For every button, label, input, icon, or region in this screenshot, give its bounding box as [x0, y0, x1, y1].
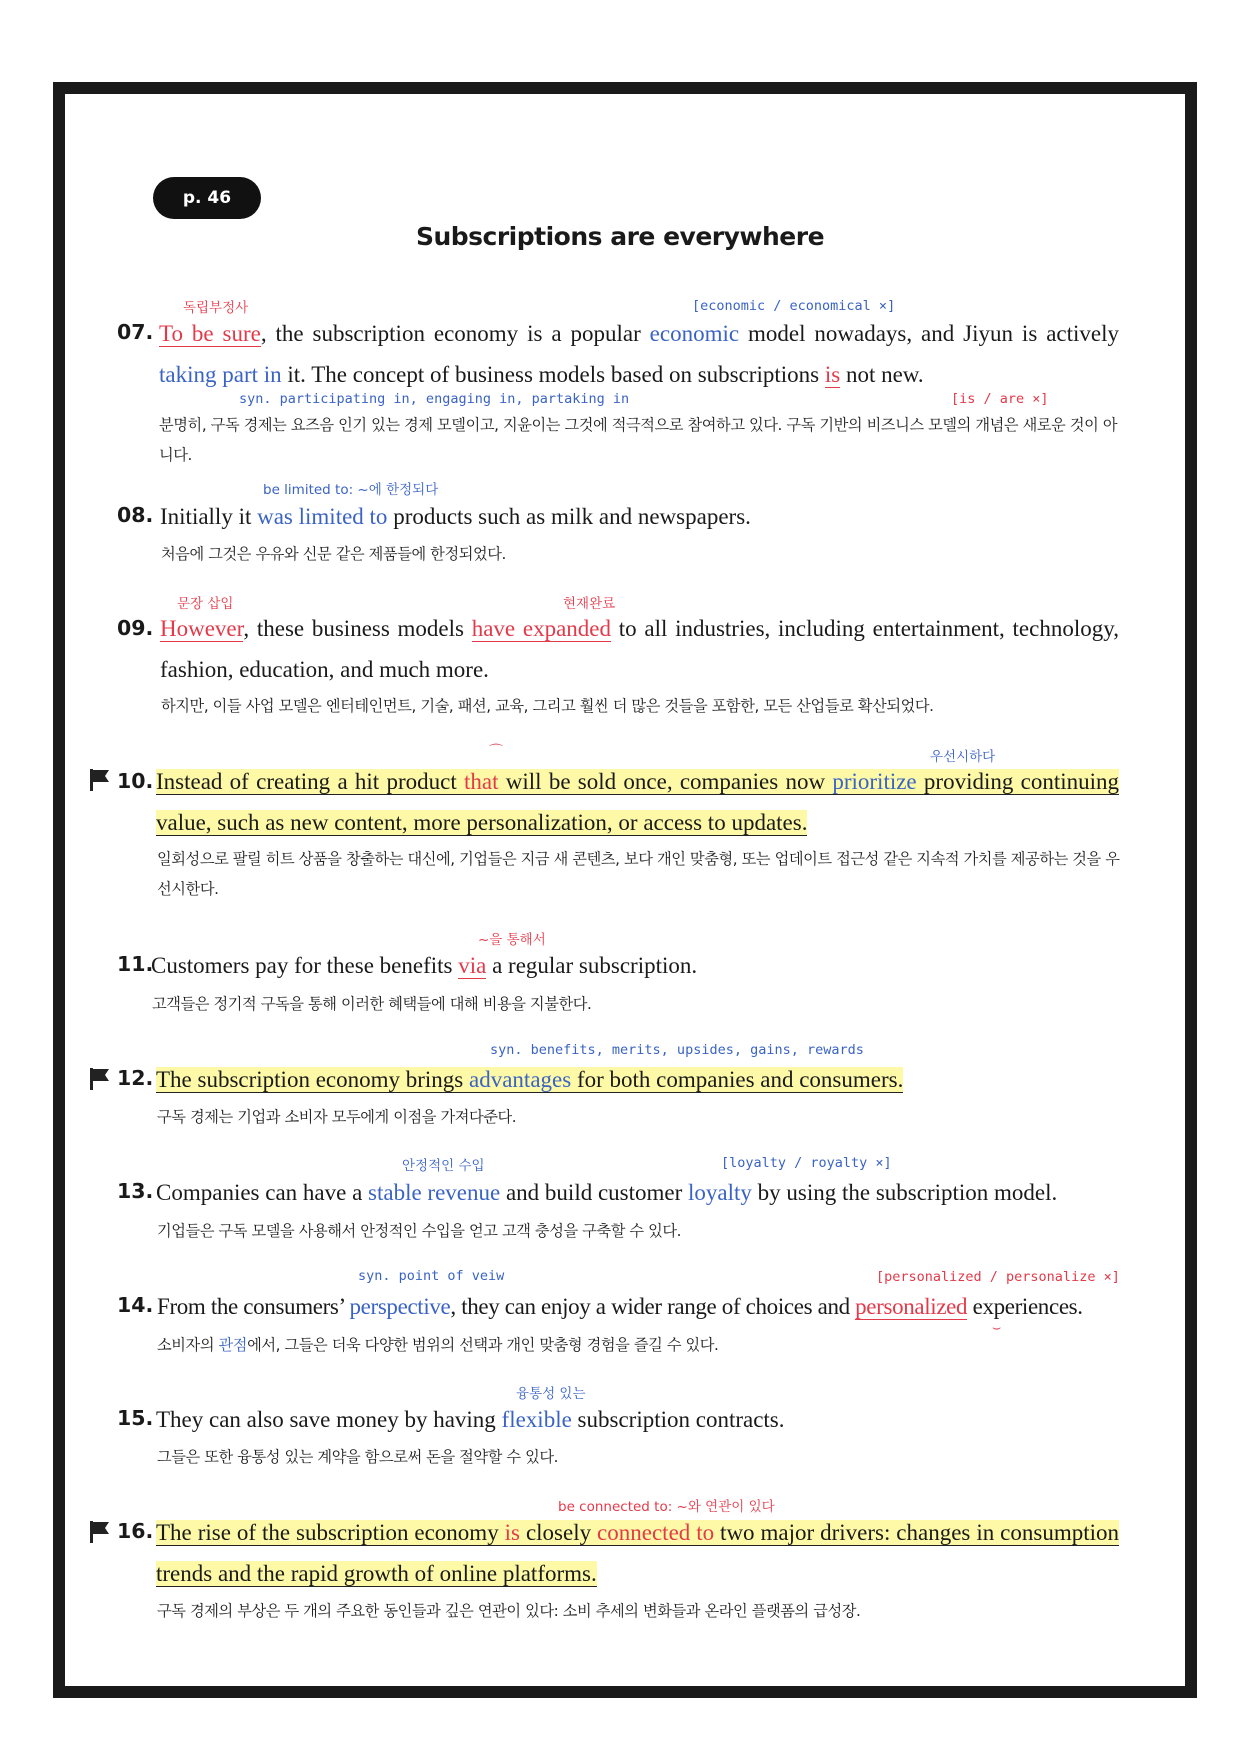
annotation-sentence-insertion: 문장 삽입 — [177, 596, 234, 612]
phrase-to-be-sure: To be sure — [159, 321, 261, 346]
sentence-13-korean: 기업들은 구독 모델을 사용해서 안정적인 수입을 얻고 고객 충성을 구축할 수 있다. — [157, 1222, 682, 1240]
annotation-prioritize: 우선시하다 — [930, 749, 996, 765]
sentence-16-korean: 구독 경제의 부상은 두 개의 주요한 동인들과 깊은 연관이 있다: 소비 추세의 변화들과 온라인 플랫폼의 급성장. — [157, 1602, 861, 1620]
text-segment: 소비자의 — [157, 1336, 219, 1354]
word-flexible: flexible — [501, 1407, 572, 1432]
word-prioritize: prioritize — [832, 769, 917, 794]
phrase-economic: economic — [649, 321, 740, 346]
text-segment: Customers pay for these benefits — [151, 953, 459, 978]
sentence-10-english — [156, 761, 1119, 843]
word-is: is — [504, 1520, 520, 1545]
text-segment: a regular subscription. — [486, 953, 698, 978]
flag-icon — [89, 1520, 111, 1544]
flag-icon — [89, 768, 111, 792]
flag-icon — [89, 1067, 111, 1091]
annotation-economic: [economic / economical ×] — [692, 298, 896, 314]
text-segment: to all industries, including entertainment, technology, fashion, education, and much more. — [160, 616, 1119, 682]
sentence-number: 14. — [117, 1293, 154, 1317]
page-title: Subscriptions are everywhere — [415, 222, 825, 251]
highlighted-segment: two major drivers: changes in consumption trends and the rapid growth of online platforms. — [156, 1520, 1119, 1586]
sentence-10-korean: 일회성으로 팔릴 히트 상품을 창출하는 대신에, 기업들은 지금 새 콘텐츠, 보다 개인 맞춤형, 또는 업데이트 접근성 같은 지속적 가치를 제공하는 것을 우선시한다. — [157, 850, 1120, 898]
page-number-badge: p. 46 — [153, 177, 261, 219]
sentence-15-korean: 그들은 또한 융통성 있는 계약을 함으로써 돈을 절약할 수 있다. — [157, 1448, 559, 1466]
annotation-perspective: syn. point of veiw — [358, 1268, 505, 1284]
text-segment: and build customer — [500, 1180, 689, 1205]
word-advantages: advantages — [469, 1067, 572, 1092]
highlighted-segment: for both companies and consumers. — [571, 1067, 904, 1092]
sentence-number: 11. — [117, 952, 154, 976]
text-segment: They can also save money by having — [156, 1407, 502, 1432]
word-perspective: perspective — [349, 1294, 451, 1319]
highlighted-segment: closely — [520, 1520, 598, 1545]
text-segment: it. The concept of business models based on subscriptions — [281, 362, 825, 387]
sentence-number: 15. — [117, 1406, 154, 1430]
sentence-number: 09. — [117, 616, 154, 640]
annotation-via: ~을 통해서 — [478, 932, 546, 948]
sentence-14-english — [157, 1286, 1083, 1327]
text-segment: not new. — [840, 362, 924, 387]
annotation-flexible: 융통성 있는 — [516, 1386, 586, 1402]
highlighted-segment: providing continuing value, such as new content, more personalization, or access to updates. — [156, 769, 1119, 835]
phrase-taking-part-in: taking part in — [159, 362, 282, 387]
word-via: via — [458, 953, 487, 978]
word-personalized: personalized — [855, 1294, 968, 1319]
text-segment: Initially it — [160, 504, 258, 529]
text-segment: products such as milk and newspapers. — [387, 504, 751, 529]
text-segment: Companies can have a — [156, 1180, 369, 1205]
annotation-be-limited-to: be limited to: ~에 한정되다 — [263, 482, 439, 498]
sentence-number: 10. — [117, 769, 154, 793]
annotation-be-connected-to: be connected to: ~와 연관이 있다 — [558, 1499, 775, 1515]
sentence-09-korean: 하지만, 이들 사업 모델은 엔터테인먼트, 기술, 패션, 교육, 그리고 훨씬 더 많은 것들을 포함한, 모든 산업들로 확산되었다. — [161, 697, 934, 715]
sentence-number: 12. — [117, 1066, 154, 1090]
sentence-number: 13. — [117, 1179, 154, 1203]
sentence-12-korean: 구독 경제는 기업과 소비자 모두에게 이점을 가져다준다. — [157, 1108, 517, 1126]
phrase-stable-revenue: stable revenue — [368, 1180, 501, 1205]
sentence-07-korean: 분명히, 구독 경제는 요즈음 인기 있는 경제 모델이고, 지윤이는 그것에 적극적으로 참여하고 있다. 구독 기반의 비즈니스 모델의 개념은 새로운 것이 아니다. — [159, 416, 1118, 464]
phrase-was-limited-to: was limited to — [257, 504, 388, 529]
text-segment: , they can enjoy a wider range of choices and — [450, 1294, 856, 1319]
text-segment: , these business models — [243, 616, 472, 641]
sentence-16-english — [156, 1512, 1119, 1594]
text-segment: by using the subscription model. — [751, 1180, 1058, 1205]
highlighted-segment: will be sold once, companies now — [498, 769, 833, 794]
word-however: However — [160, 616, 244, 641]
highlighted-segment: Instead of creating a hit product — [156, 769, 464, 794]
sentence-09-english — [160, 608, 1119, 690]
word-perspective-korean: 관점 — [218, 1336, 248, 1354]
text-segment: From the consumers’ — [157, 1294, 350, 1319]
phrase-have-expanded: have expanded — [471, 616, 611, 641]
sentence-15-english — [156, 1399, 785, 1440]
sentence-14-korean — [157, 1330, 719, 1360]
word-that: that — [464, 769, 499, 794]
annotation-advantages-synonyms: syn. benefits, merits, upsides, gains, rewards — [490, 1042, 864, 1058]
text-segment: subscription contracts. — [571, 1407, 785, 1432]
sentence-number: 16. — [117, 1519, 154, 1543]
sentence-08-english — [160, 496, 751, 537]
sentence-11-korean: 고객들은 정기적 구독을 통해 이러한 혜택들에 대해 비용을 지불한다. — [152, 995, 592, 1013]
text-segment: model nowadays, and Jiyun is actively — [739, 321, 1119, 346]
annotation-personalized: [personalized / personalize ×] — [876, 1269, 1120, 1285]
annotation-independent-infinitive: 독립부정사 — [183, 300, 249, 316]
sentence-11-english — [151, 945, 697, 986]
sentence-13-english — [156, 1172, 1057, 1213]
sentence-07-english — [159, 313, 1119, 395]
sentence-number: 08. — [117, 503, 154, 527]
annotation-present-perfect: 현재완료 — [563, 596, 616, 612]
sentence-08-korean: 처음에 그것은 우유와 신문 같은 제품들에 한정되었다. — [161, 545, 506, 563]
sentence-number: 07. — [117, 320, 154, 344]
text-segment: , the subscription economy is a popular — [260, 321, 650, 346]
annotation-stable-revenue: 안정적인 수입 — [402, 1158, 485, 1174]
annotation-is-are: [is / are ×] — [951, 391, 1049, 407]
text-segment: 에서, 그들은 더욱 다양한 범위의 선택과 개인 맞춤형 경험을 즐길 수 있다. — [247, 1336, 719, 1354]
highlighted-segment: The subscription economy brings — [156, 1067, 470, 1092]
annotation-loyalty: [loyalty / royalty ×] — [721, 1155, 892, 1171]
highlighted-segment: The rise of the subscription economy — [156, 1520, 505, 1545]
curved-arrow-icon: ⌣ — [992, 1320, 1002, 1336]
curved-arrow-icon: ⌒ — [489, 744, 503, 760]
word-loyalty: loyalty — [688, 1180, 752, 1205]
word-is: is — [824, 362, 841, 387]
sentence-12-english — [156, 1059, 903, 1100]
text-segment: experiences. — [967, 1294, 1083, 1319]
annotation-synonyms: syn. participating in, engaging in, partaking in — [239, 391, 630, 407]
phrase-connected-to: connected to — [597, 1520, 715, 1545]
